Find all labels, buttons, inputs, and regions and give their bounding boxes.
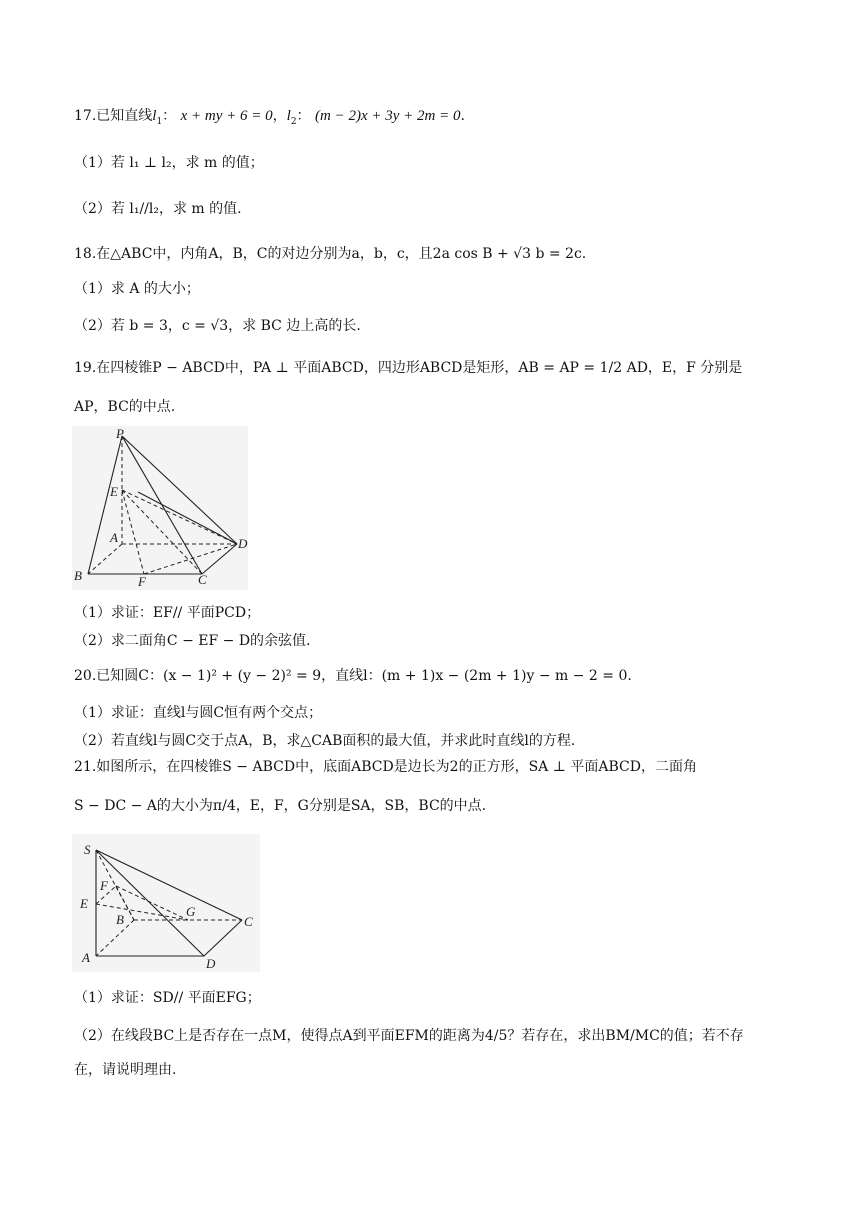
q19-label-F: F xyxy=(138,574,146,589)
q21-label-D: D xyxy=(206,956,216,971)
q18-part2: （2）若 b = 3，c = √3，求 BC 边上高的长. xyxy=(74,318,361,334)
q18-part1: （1）求 A 的大小； xyxy=(74,281,200,297)
q21-label-G: G xyxy=(186,904,196,919)
q19-part1: （1）求证：EF// 平面PCD； xyxy=(74,605,261,621)
q19-part2: （2）求二面角C − EF − D的余弦值. xyxy=(74,633,311,649)
q21-stem-line1: 21.如图所示，在四棱锥S − ABCD中，底面ABCD是边长为2的正方形，SA ⊥ 平面ABCD，二面角 xyxy=(74,759,697,775)
q17-l1-equation: x + my + 6 = 0 xyxy=(180,108,273,124)
q21-label-E: E xyxy=(80,896,88,911)
q19-label-C: C xyxy=(198,572,207,587)
q19-label-D: D xyxy=(238,536,248,551)
q19-pyramid-figure xyxy=(72,426,248,590)
q17-l2-equation: (m − 2)x + 3y + 2m = 0 xyxy=(315,108,461,124)
q17-part1: （1）若 l₁ ⊥ l₂，求 m 的值； xyxy=(74,155,264,171)
q21-stem-line2: S − DC − A的大小为π/4，E，F，G分别是SA，SB，BC的中点. xyxy=(74,798,487,814)
q21-label-B: B xyxy=(116,912,124,927)
q19-stem-line1: 19.在四棱锥P − ABCD中，PA ⊥ 平面ABCD，四边形ABCD是矩形，AB = AP = 1/2 AD，E，F 分别是 xyxy=(74,360,743,376)
q21-part2-line1: （2）在线段BC上是否存在一点M，使得点A到平面EFM的距离为4/5？若存在，求出BM/MC的值；若不存 xyxy=(74,1028,744,1044)
q17-part2: （2）若 l₁//l₂，求 m 的值. xyxy=(74,201,242,217)
q21-pyramid-figure xyxy=(72,834,260,972)
q20-stem: 20.已知圆C：(x − 1)² + (y − 2)² = 9，直线l：(m + 1)x − (2m + 1)y − m − 2 = 0. xyxy=(74,668,632,684)
q19-label-B: B xyxy=(74,568,82,583)
q18-stem: 18.在△ABC中，内角A，B，C的对边分别为a，b，c，且2a cos B + √3 b = 2c. xyxy=(74,246,587,262)
q19-label-E: E xyxy=(110,484,118,499)
q20-part1: （1）求证：直线l与圆C恒有两个交点； xyxy=(74,705,323,721)
q20-part2: （2）若直线l与圆C交于点A，B，求△CAB面积的最大值，并求此时直线l的方程. xyxy=(74,733,576,749)
q19-stem-line2: AP，BC的中点. xyxy=(74,399,176,415)
q17-stem: 17.已知直线$l_1$： x + my + 6 = 0，$l_2$： (m − 2)x + 3y + 2m = 0. xyxy=(74,108,465,127)
q21-part1: （1）求证：SD// 平面EFG； xyxy=(74,990,261,1006)
q21-part2-line2: 在，请说明理由. xyxy=(74,1062,177,1078)
q21-label-F: F xyxy=(100,878,108,893)
q21-label-C: C xyxy=(244,914,253,929)
q21-label-A: A xyxy=(82,950,90,965)
q19-label-A: A xyxy=(110,530,118,545)
q21-label-S: S xyxy=(84,842,91,857)
q19-label-P: P xyxy=(116,426,124,441)
